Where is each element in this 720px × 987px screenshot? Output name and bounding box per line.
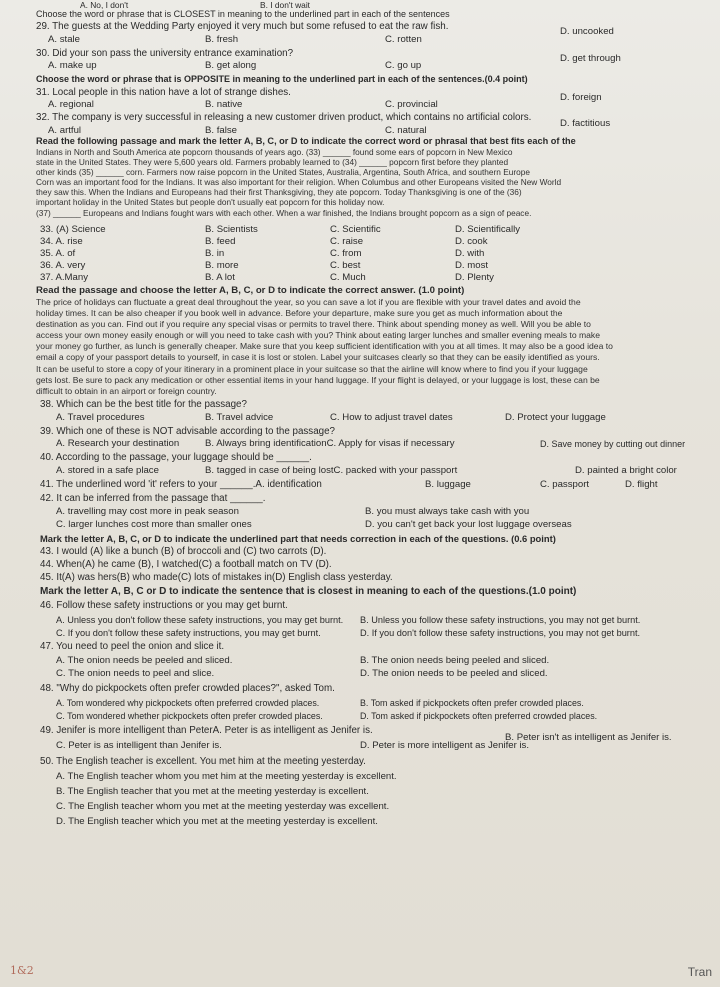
q43-text: 43. I would (A) like a bunch (B) of broccoli and (C) two carrots (D).	[40, 546, 327, 557]
q37-option-a: 37. A.Many	[40, 272, 88, 283]
travel-line: destination as you can. Find out if you require any special visas or permits to travel there. Think about spending money as well. Will you be able to	[36, 319, 591, 330]
section-meaning-instruction: Mark the letter A, B, C or D to indicate the sentence that is closest in meaning to each of the questions.(1.0 point)	[40, 586, 577, 597]
section-cloze-instruction: Read the following passage and mark the letter A, B, C, or D to indicate the correct word or phrasal that best fits each of the	[36, 136, 576, 146]
q49-text: 49. Jenifer is more intelligent than PeterA. Peter is as intelligent as Jenifer is.	[40, 725, 373, 736]
popcorn-line: state in the United States. They were 5,600 years old. Farmers probably learned to (34) ______ popcorn first before they planted	[36, 157, 509, 168]
q45-text: 45. It(A) was hers(B) who made(C) lots of mistakes in(D) English class yesterday.	[40, 572, 393, 583]
travel-passage	[36, 297, 706, 397]
q50-text: 50. The English teacher is excellent. You met him at the meeting yesterday.	[40, 756, 366, 767]
travel-line: The price of holidays can fluctuate a great deal throughout the year, so you can save a lot if you are flexible with your travel dates and avoid the	[36, 297, 581, 307]
q42-option-c: C. larger lunches cost more than smaller ones	[56, 519, 252, 530]
q48-option-a: A. Tom wondered why pickpockets often preferred crowded places.	[56, 698, 320, 708]
q31-option-b: B. native	[205, 99, 243, 110]
q46-option-d: D. If you don't follow these safety instructions, you may not get burnt.	[360, 628, 641, 638]
q29-option-b: B. fresh	[205, 34, 239, 45]
q39-option-b: B. Always bring identificationC. Apply for visas if necessary	[205, 438, 455, 449]
q31-option-d: D. foreign	[560, 92, 602, 103]
q40-text: 40. According to the passage, your luggage should be ______.	[40, 452, 312, 463]
q46-option-c: C. If you don't follow these safety instructions, you may get burnt.	[56, 628, 321, 638]
q30-option-a: A. make up	[48, 60, 97, 71]
q35-option-d: D. with	[455, 248, 485, 259]
q36-option-c: C. best	[330, 260, 361, 271]
q42-option-d: D. you can't get back your lost luggage overseas	[365, 519, 572, 530]
q46-option-a: A. Unless you don't follow these safety instructions, you may get burnt.	[56, 615, 344, 625]
q33-option-c: C. Scientific	[330, 224, 381, 235]
q34-option-c: C. raise	[330, 236, 364, 247]
q29-text: 29. The guests at the Wedding Party enjoyed it very much but some refused to eat the raw fish.	[36, 21, 449, 32]
section-closest-instruction: Choose the word or phrase that is CLOSEST in meaning to the underlined part in each of the sentences	[36, 9, 450, 19]
q31-text: 31. Local people in this nation have a lot of strange dishes.	[36, 87, 291, 98]
q38-option-a: A. Travel procedures	[56, 412, 145, 423]
q32-option-d: D. factitious	[560, 118, 611, 129]
travel-line: access your own money easily enough or will you need to take cash with you? Think about eating larger lunches and smaller evening meals to make	[36, 330, 601, 341]
q41-option-b: B. luggage	[425, 479, 471, 490]
q34-option-b: B. feed	[205, 236, 236, 247]
q33-option-d: D. Scientifically	[455, 224, 521, 235]
q47-text: 47. You need to peel the onion and slice it.	[40, 641, 225, 652]
q33-option-a: 33. (A) Science	[40, 224, 106, 235]
q49-option-d: D. Peter is more intelligent as Jenifer is.	[360, 740, 530, 751]
section-reading-instruction: Read the passage and choose the letter A, B, C, or D to indicate the correct answer. (1.0 point)	[36, 285, 465, 296]
q29-option-d: D. uncooked	[560, 26, 614, 37]
travel-line: It can be useful to store a copy of your itinerary in a prominent place in your suitcase so that the airline will know where to find you if your luggage	[36, 363, 588, 374]
popcorn-line: other kinds (35) ______ corn. Farmers now raise popcorn in the United States, Australia, Argentina, South Africa, and southern Europe	[36, 167, 530, 178]
q47-option-b: B. The onion needs being peeled and sliced.	[360, 655, 550, 666]
q48-option-b: B. Tom asked if pickpockets often prefer crowded places.	[360, 698, 584, 708]
travel-line: your money go further, as lunch is generally cheaper. Make sure that you keep sufficient identification with you at all times. It may also be a good idea to	[36, 341, 613, 352]
q36-option-b: B. more	[205, 260, 239, 271]
q44-text: 44. When(A) he came (B), I watched(C) a football match on TV (D).	[40, 559, 332, 570]
travel-line: difficult to obtain in an airport or foreign country.	[36, 385, 217, 396]
popcorn-line: (37) ______ Europeans and Indians fought wars with each other. When a war finished, the Indians brought popcorn as a sign of peace.	[36, 207, 532, 218]
q30-option-c: C. go up	[385, 60, 422, 71]
q48-option-d: D. Tom asked if pickpockets often preferred crowded places.	[360, 711, 598, 721]
travel-line: email a copy of your passport details to yourself, in case it is lost or stolen. Label your suitcases clearly so that they can be easily identified as yours.	[36, 352, 600, 363]
q32-option-a: A. artful	[48, 125, 82, 136]
q47-option-c: C. The onion needs to peel and slice.	[56, 668, 215, 679]
q41-option-d: D. flight	[625, 479, 658, 490]
q38-option-c: C. How to adjust travel dates	[330, 412, 453, 423]
popcorn-line: Corn was an important food for the Indians. It was also important for their religion. When Columbus and other Europeans visited the New World	[36, 177, 562, 188]
q49-option-c: C. Peter is as intelligent than Jenifer is.	[56, 740, 222, 751]
q36-option-a: 36. A. very	[40, 260, 86, 271]
q31-option-c: C. provincial	[385, 99, 438, 110]
q42-text: 42. It can be inferred from the passage that ______.	[40, 493, 266, 504]
q30-text: 30. Did your son pass the university entrance examination?	[36, 48, 294, 59]
q35-option-a: 35. A. of	[40, 248, 76, 259]
q34-option-a: 34. A. rise	[40, 236, 83, 247]
q37-option-b: B. A lot	[205, 272, 235, 283]
q32-option-b: B. false	[205, 125, 237, 136]
q37-option-c: C. Much	[330, 272, 366, 283]
q39-option-d: D. Save money by cutting out dinner	[540, 439, 686, 449]
travel-line: gets lost. Be sure to pack any medication or other essential items in your hand luggage. If your flight is delayed, or your luggage is lost, these can be	[36, 374, 600, 385]
section-opposite-instruction: Choose the word or phrase that is OPPOSITE in meaning to the underlined part in each of the sentences.(0.4 point)	[36, 74, 528, 84]
q34-option-d: D. cook	[455, 236, 488, 247]
q40-option-d: D. painted a bright color	[575, 465, 677, 476]
q41-option-c: C. passport	[540, 479, 590, 490]
q32-text: 32. The company is very successful in releasing a new customer driven product, which contains no artificial colors.	[36, 112, 532, 123]
q35-option-c: C. from	[330, 248, 362, 259]
section-error-instruction: Mark the letter A, B, C, or D to indicate the underlined part that needs correction in each of the questions. (0.6 point)	[40, 533, 556, 544]
q50-option-d: D. The English teacher which you met at the meeting yesterday is excellent.	[56, 816, 378, 827]
q48-option-c: C. Tom wondered whether pickpockets often prefer crowded places.	[56, 711, 323, 721]
top-fragment-b: B. I don't wait	[260, 0, 311, 10]
q30-option-b: B. get along	[205, 60, 257, 71]
q35-option-b: B. in	[205, 248, 225, 259]
q39-option-a: A. Research your destination	[56, 438, 180, 449]
q47-option-d: D. The onion needs to be peeled and sliced.	[360, 668, 548, 679]
q49-option-b: B. Peter isn't as intelligent as Jenifer is.	[505, 732, 672, 743]
q40-option-b: B. tagged in case of being lostC. packed with your passport	[205, 465, 458, 476]
q47-option-a: A. The onion needs be peeled and sliced.	[56, 655, 233, 666]
q50-option-c: C. The English teacher whom you met at the meeting yesterday was excellent.	[56, 801, 390, 812]
popcorn-passage	[36, 147, 706, 218]
q42-option-b: B. you must always take cash with you	[365, 506, 530, 517]
travel-line: holiday times. It can be also cheaper if you book well in advance. Before your departure, make sure you get as much information about the	[36, 308, 563, 319]
corner-label: Tran	[687, 965, 712, 979]
q46-text: 46. Follow these safety instructions or you may get burnt.	[40, 600, 288, 611]
top-fragment-a: A. No, I don't	[80, 0, 129, 10]
q41-text: 41. The underlined word 'it' refers to your ______.A. identification	[40, 479, 322, 490]
q29-option-c: C. rotten	[385, 34, 422, 45]
q46-option-b: B. Unless you follow these safety instructions, you may not get burnt.	[360, 615, 641, 625]
popcorn-line: Indians in North and South America ate popcorn thousands of years ago. (33) ______ found some ears of popcorn in New Mexico	[36, 147, 513, 157]
q39-text: 39. Which one of these is NOT advisable according to the passage?	[40, 426, 335, 437]
q38-text: 38. Which can be the best title for the passage?	[40, 399, 247, 410]
popcorn-line: they saw this. When the Indians and Europeans had their first Thanksgiving, they ate popcorn. Today Thanksgiving is one of the (36)	[36, 187, 522, 198]
q38-option-b: B. Travel advice	[205, 412, 274, 423]
q31-option-a: A. regional	[48, 99, 94, 110]
q32-option-c: C. natural	[385, 125, 427, 136]
q36-option-d: D. most	[455, 260, 489, 271]
q42-option-a: A. travelling may cost more in peak season	[56, 506, 239, 517]
q48-text: 48. "Why do pickpockets often prefer crowded places?", asked Tom.	[40, 683, 335, 694]
q30-option-d: D. get through	[560, 53, 621, 64]
q38-option-d: D. Protect your luggage	[505, 412, 606, 423]
q50-option-b: B. The English teacher that you met at the meeting yesterday is excellent.	[56, 786, 369, 797]
q29-option-a: A. stale	[48, 34, 80, 45]
q37-option-d: D. Plenty	[455, 272, 494, 283]
handwritten-note: 1&2	[10, 964, 34, 977]
q40-option-a: A. stored in a safe place	[56, 465, 159, 476]
q33-option-b: B. Scientists	[205, 224, 258, 235]
q50-option-a: A. The English teacher whom you met him at the meeting yesterday is excellent.	[56, 771, 397, 782]
popcorn-line: important holiday in the United States but people don't usually eat popcorn for this holiday now.	[36, 197, 385, 208]
